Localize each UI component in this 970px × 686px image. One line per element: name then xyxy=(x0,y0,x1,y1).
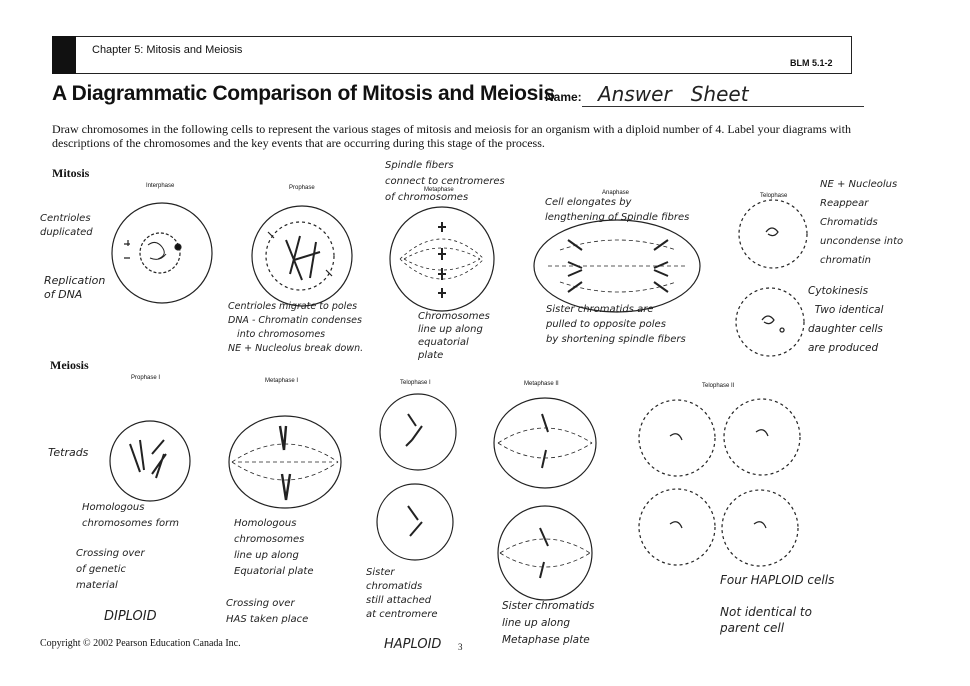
note-metaphase-1: Homologous chromosomes line up along Equatorial plate xyxy=(234,518,314,577)
stage-label-metaphase: Metaphase xyxy=(424,187,454,193)
stage-label-prophase: Prophase xyxy=(289,185,315,191)
page-title: A Diagrammatic Comparison of Mitosis and Meiosis xyxy=(52,82,555,105)
note-anaphase-top: Cell elongates by lengthening of Spindle fibres xyxy=(545,197,690,223)
stage-label-metaphase-2: Metaphase II xyxy=(524,381,559,387)
metaphase-1-chromosomes xyxy=(280,426,290,500)
prophase-1-tetrads xyxy=(130,440,166,478)
telophase-2-cell-1 xyxy=(639,400,715,476)
metaphase-chromosomes xyxy=(438,222,446,298)
metaphase-2-chromosomes-top xyxy=(542,414,548,468)
copyright: Copyright © 2002 Pearson Education Canada Inc. xyxy=(40,638,241,649)
chapter-label: Chapter 5: Mitosis and Meiosis xyxy=(92,44,243,56)
note-telophase-bottom: Cytokinesis Two identical daughter cells are produced xyxy=(808,285,884,354)
meiosis-heading: Meiosis xyxy=(50,358,89,372)
note-telophase-top: NE + Nucleolus Reappear Chromatids uncondense into chromatin xyxy=(820,179,904,266)
anaphase-spindle xyxy=(548,240,688,292)
note-diploid: DIPLOID xyxy=(104,609,157,624)
telophase-cell-top xyxy=(739,200,807,268)
prophase-chromosomes xyxy=(286,236,320,280)
telophase-chromatin-top xyxy=(766,228,778,236)
telophase-chromatin-bottom xyxy=(762,316,784,332)
note-anaphase-bottom: Sister chromatids are pulled to opposite poles by shortening spindle fibers xyxy=(546,304,686,345)
note-crossing-over: Crossing over of genetic material xyxy=(76,548,145,591)
prophase-1-cell xyxy=(110,421,190,501)
telophase-1-chromosomes-bottom xyxy=(408,506,422,536)
interphase-chromatin xyxy=(148,242,166,259)
instructions: Draw chromosomes in the following cells to represent the various stages of mitosis and meiosis for an organism with a diploid number of 4. Label your diagrams with descriptions of the chromosomes and the key events that are occurring during this stage of the process. xyxy=(52,122,851,150)
telophase-2-cell-2 xyxy=(724,399,800,475)
prophase-cell xyxy=(252,206,352,306)
telophase-cell-bottom xyxy=(736,288,804,356)
note-prophase-1: Homologous chromosomes form xyxy=(82,502,180,529)
telophase-2-chromatin-1 xyxy=(670,434,682,440)
note-telophase-1: Sister chromatids still attached at centromere xyxy=(366,567,438,620)
blm-code: BLM 5.1-2 xyxy=(790,58,833,68)
prophase-nucleus xyxy=(266,222,334,290)
interphase-nucleolus xyxy=(175,244,181,250)
name-handwritten: Answer Sheet xyxy=(598,82,749,106)
note-interphase-replication: Replication of DNA xyxy=(44,274,106,301)
note-telophase-2: Four HAPLOID cells Not identical to parent cell xyxy=(720,573,835,635)
note-metaphase-top: Spindle fibers connect to centromeres of chromosomes xyxy=(385,160,505,203)
page-number: 3 xyxy=(458,642,463,652)
name-label: Name: xyxy=(545,90,582,104)
note-haploid: HAPLOID xyxy=(384,637,442,652)
telophase-2-chromatin-4 xyxy=(754,522,766,528)
stage-label-telophase-1: Telophase I xyxy=(400,380,431,386)
telophase-2-cell-3 xyxy=(639,489,715,565)
telophase-2-chromatin-2 xyxy=(756,430,768,436)
interphase-cell xyxy=(112,203,212,303)
stage-label-prophase-1: Prophase I xyxy=(131,375,161,381)
note-tetrads: Tetrads xyxy=(48,446,89,459)
interphase-centrioles xyxy=(124,240,130,258)
metaphase-2-spindle-bottom xyxy=(500,539,590,567)
note-metaphase-1-crossing: Crossing over HAS taken place xyxy=(226,598,309,625)
metaphase-2-cell-top xyxy=(494,398,596,488)
note-metaphase-2: Sister chromatids line up along Metaphase plate xyxy=(502,600,595,646)
interphase-nucleus xyxy=(140,233,180,273)
note-metaphase-bottom: Chromosomes line up along equatorial plate xyxy=(418,311,490,361)
stage-label-metaphase-1: Metaphase I xyxy=(265,378,299,384)
note-prophase: Centrioles migrate to poles DNA - Chromatin condenses into chromosomes NE + Nucleolus break down. xyxy=(228,301,364,354)
stage-label-telophase-2: Telophase II xyxy=(702,383,735,389)
stage-label-anaphase: Anaphase xyxy=(602,190,630,196)
telophase-1-chromosomes-top xyxy=(406,414,422,446)
telophase-1-cell-bottom xyxy=(377,484,453,560)
telophase-2-cell-4 xyxy=(722,490,798,566)
telophase-2-chromatin-3 xyxy=(670,522,682,528)
metaphase-2-cell-bottom xyxy=(498,506,592,600)
metaphase-2-chromosomes-bottom xyxy=(540,528,548,578)
note-interphase-centrioles: Centrioles duplicated xyxy=(40,213,93,238)
stage-label-telophase: Telophase xyxy=(760,193,788,199)
stage-label-interphase: Interphase xyxy=(146,183,175,189)
mitosis-heading: Mitosis xyxy=(52,166,90,180)
